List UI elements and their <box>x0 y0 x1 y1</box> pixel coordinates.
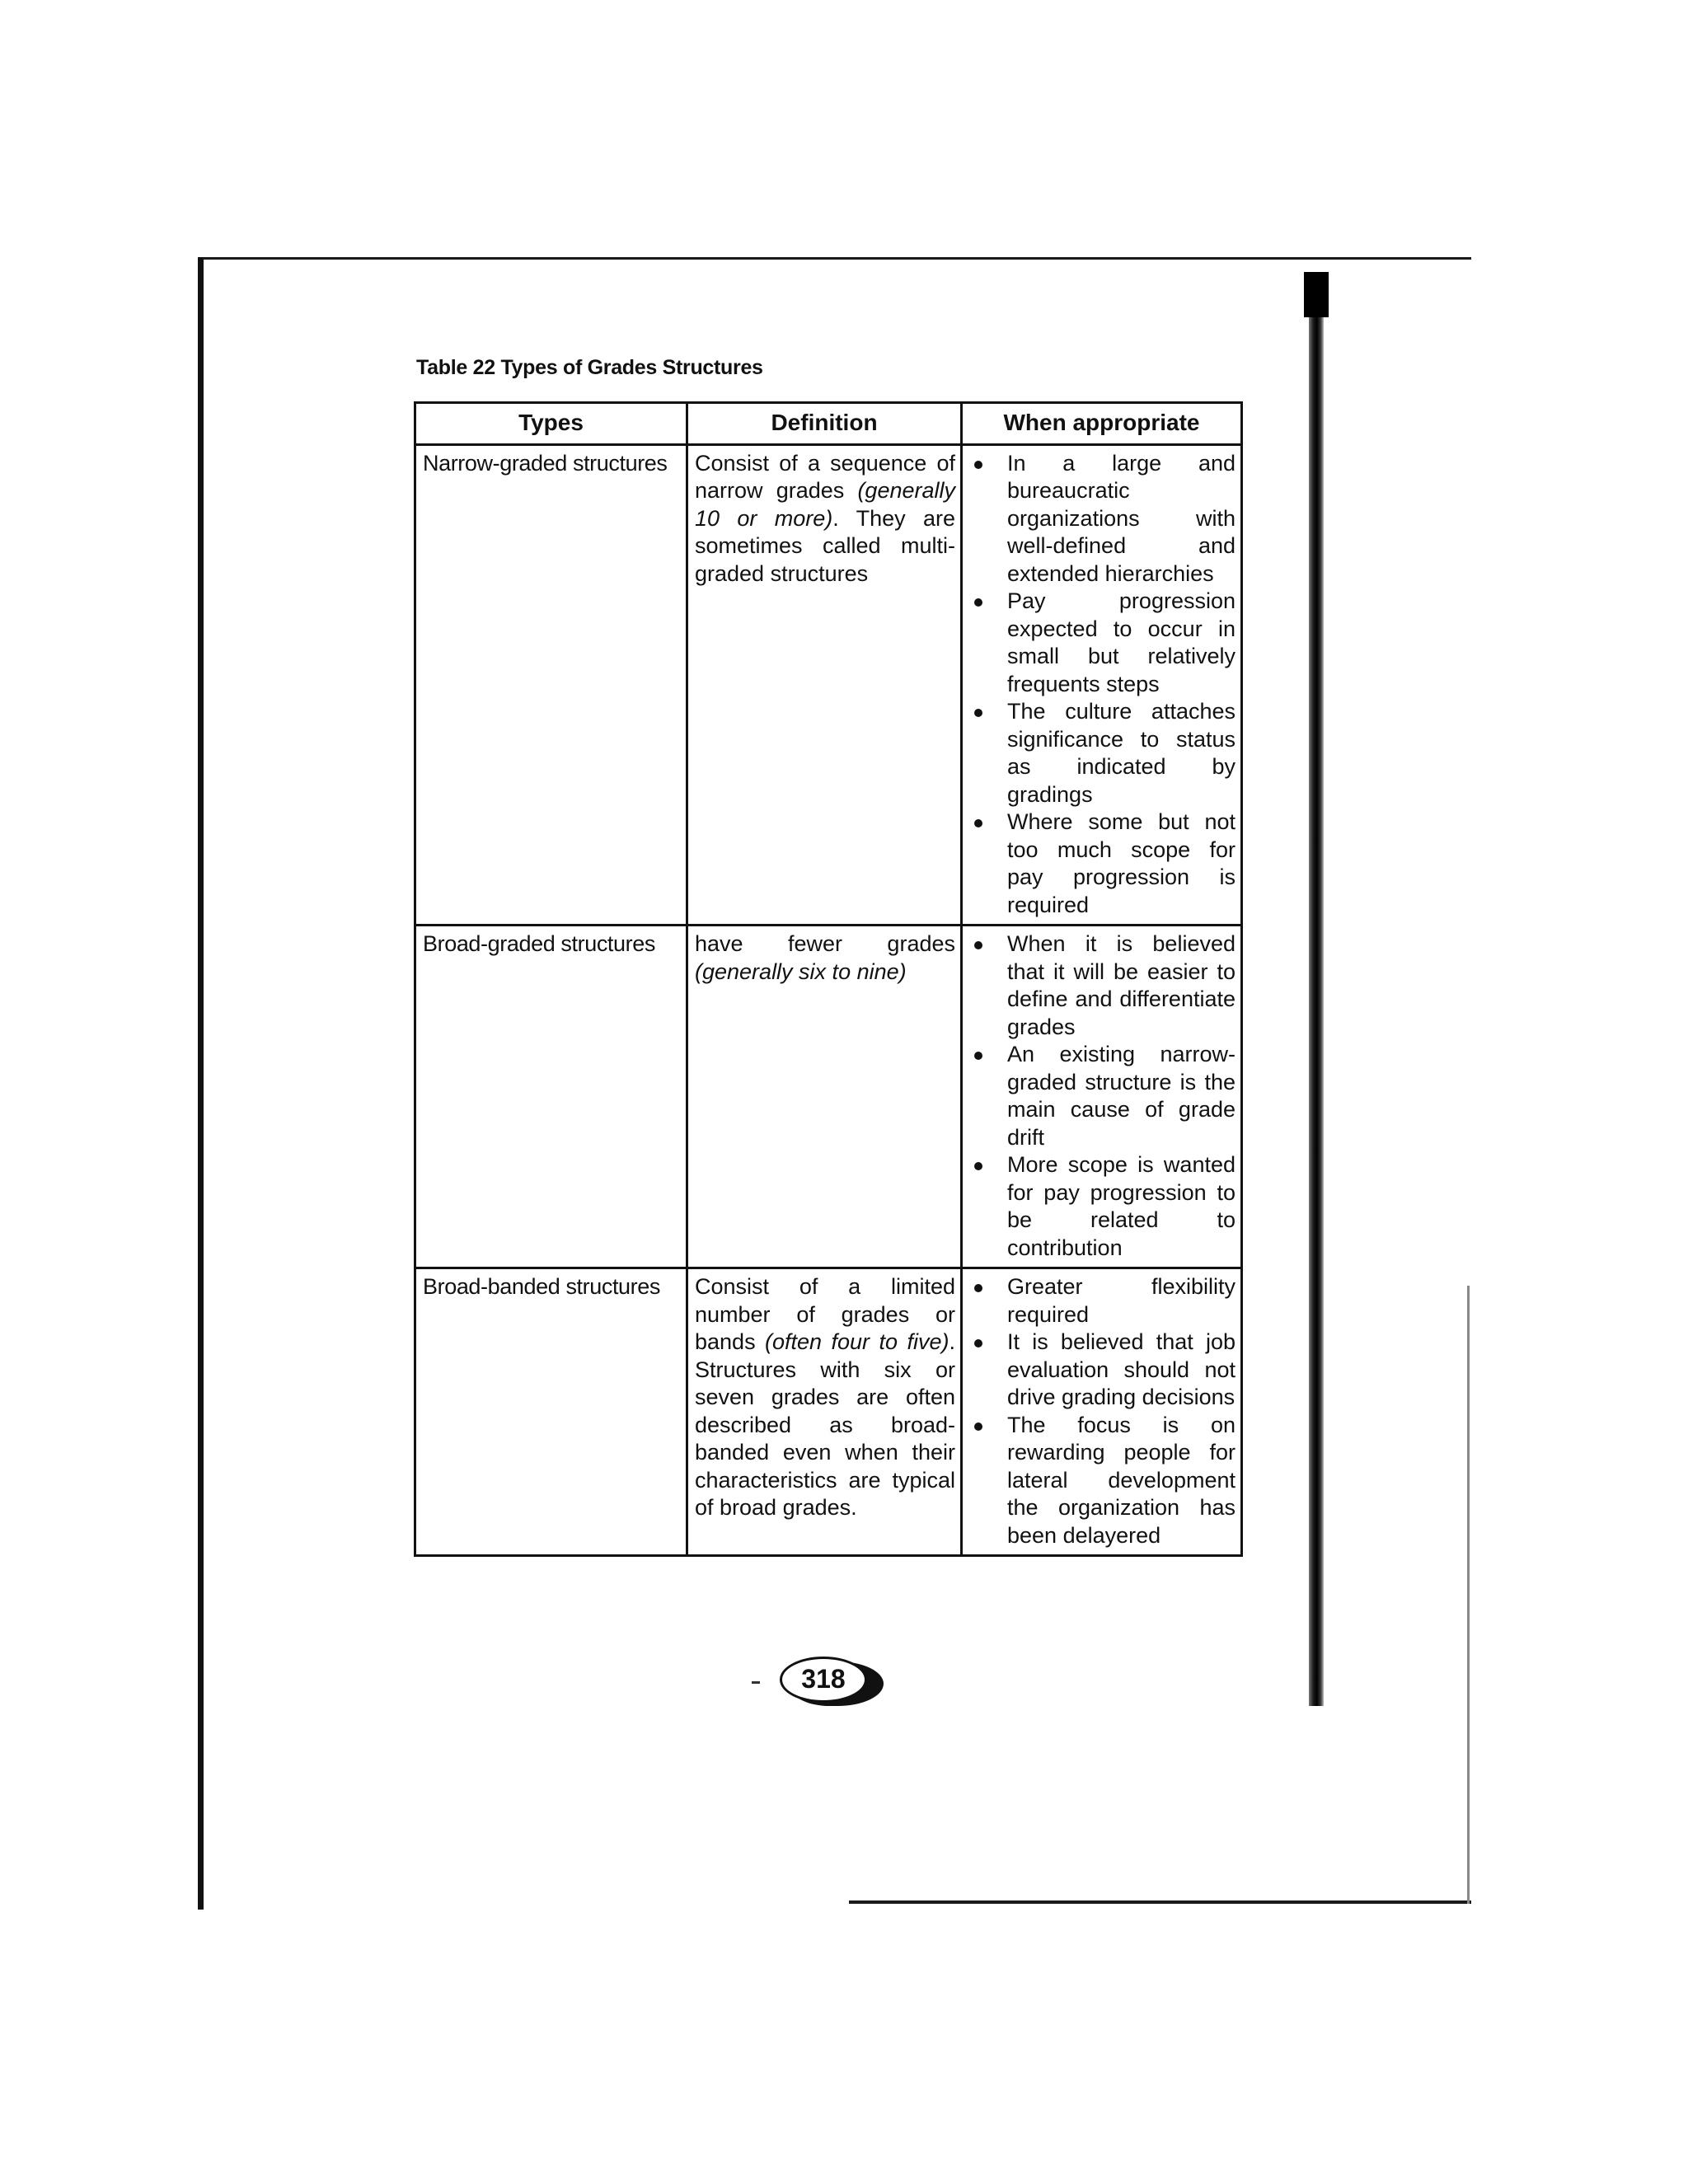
definition-italic: (generally 10 or more) <box>695 478 955 531</box>
list-item-text: Greater flexibility required <box>1007 1274 1236 1327</box>
type-cell: Narrow-graded structures <box>415 444 687 926</box>
list-item-text: Pay progression expected to occur in small but relatively frequents steps <box>1007 588 1236 696</box>
bullet-icon <box>974 1162 982 1170</box>
bullet-icon <box>974 1052 982 1060</box>
definition-italic: (often four to five) <box>765 1329 950 1354</box>
page-number: 318 <box>780 1657 867 1703</box>
bullet-icon <box>974 819 982 827</box>
list-item-text: An existing narrow-graded structure is the main cause of grade drift <box>1007 1042 1236 1150</box>
list-item-text: Where some but not too much scope for pay progression is required <box>1007 809 1236 917</box>
table-row <box>415 444 1242 926</box>
definition-text: have fewer grades <box>695 931 955 956</box>
table-row <box>415 1268 1242 1556</box>
when-list <box>969 450 1236 920</box>
bullet-icon <box>974 709 982 717</box>
definition-text: Consist of a sequence of narrow grades <box>695 450 955 503</box>
header-when-appropriate: When appropriate <box>962 403 1242 445</box>
list-item-text: When it is believed that it will be easier to define and differentiate grades <box>1007 931 1236 1039</box>
header-definition: Definition <box>687 403 962 445</box>
page-frame-top <box>198 257 1471 260</box>
type-cell: Broad-banded structures <box>415 1268 687 1556</box>
bullet-icon <box>974 1284 982 1292</box>
list-item-text: More scope is wanted for pay progression to be related to contribution <box>1007 1152 1236 1260</box>
bullet-icon <box>974 598 982 607</box>
list-item-text: It is believed that job evaluation should not drive grading decisions <box>1007 1329 1236 1409</box>
list-item <box>969 1041 1236 1151</box>
page-number-badge <box>775 1655 890 1708</box>
list-item <box>969 930 1236 1041</box>
book-spine-top <box>1304 272 1329 317</box>
table-row <box>415 926 1242 1268</box>
bullet-icon <box>974 941 982 949</box>
list-item <box>969 588 1236 698</box>
header-types: Types <box>415 403 687 445</box>
when-cell <box>962 1268 1242 1556</box>
bullet-icon <box>974 461 982 469</box>
page-frame-left <box>198 257 204 1910</box>
when-cell <box>962 444 1242 926</box>
list-item-text: In a large and bureaucratic organizations with well-defined and extended hierarchies <box>1007 450 1236 586</box>
when-list <box>969 1273 1236 1549</box>
table-caption: Table 22 Types of Grades Structures <box>416 356 763 379</box>
definition-text: . Structures with six or seven grades are often described as broad-banded even when their characteristics are typical of broad grades. <box>695 1329 955 1520</box>
definition-italic: (generally six to nine) <box>695 958 907 984</box>
list-item <box>969 808 1236 919</box>
page-frame-bottom <box>849 1900 1471 1904</box>
definition-cell <box>687 444 962 926</box>
list-item <box>969 1273 1236 1329</box>
definition-text: Consist of a limited number of grades or bands <box>695 1274 955 1354</box>
definition-text: . They are sometimes called multi-graded structures <box>695 505 955 586</box>
page-number-dash <box>752 1681 760 1684</box>
page-frame-right <box>1467 1286 1470 1904</box>
list-item <box>969 1151 1236 1262</box>
definition-cell <box>687 926 962 1268</box>
bullet-icon <box>974 1339 982 1347</box>
list-item <box>969 698 1236 808</box>
list-item <box>969 450 1236 588</box>
header-row <box>415 403 1242 445</box>
list-item <box>969 1329 1236 1412</box>
list-item-text: The culture attaches significance to status as indicated by gradings <box>1007 699 1236 807</box>
list-item <box>969 1412 1236 1550</box>
book-spine-shadow <box>1309 276 1324 1706</box>
when-cell <box>962 926 1242 1268</box>
grades-table <box>414 401 1243 1557</box>
type-cell: Broad-graded structures <box>415 926 687 1268</box>
bullet-icon <box>974 1422 982 1431</box>
when-list <box>969 930 1236 1262</box>
definition-cell <box>687 1268 962 1556</box>
list-item-text: The focus is on rewarding people for lateral development the organization has been delayered <box>1007 1412 1236 1548</box>
